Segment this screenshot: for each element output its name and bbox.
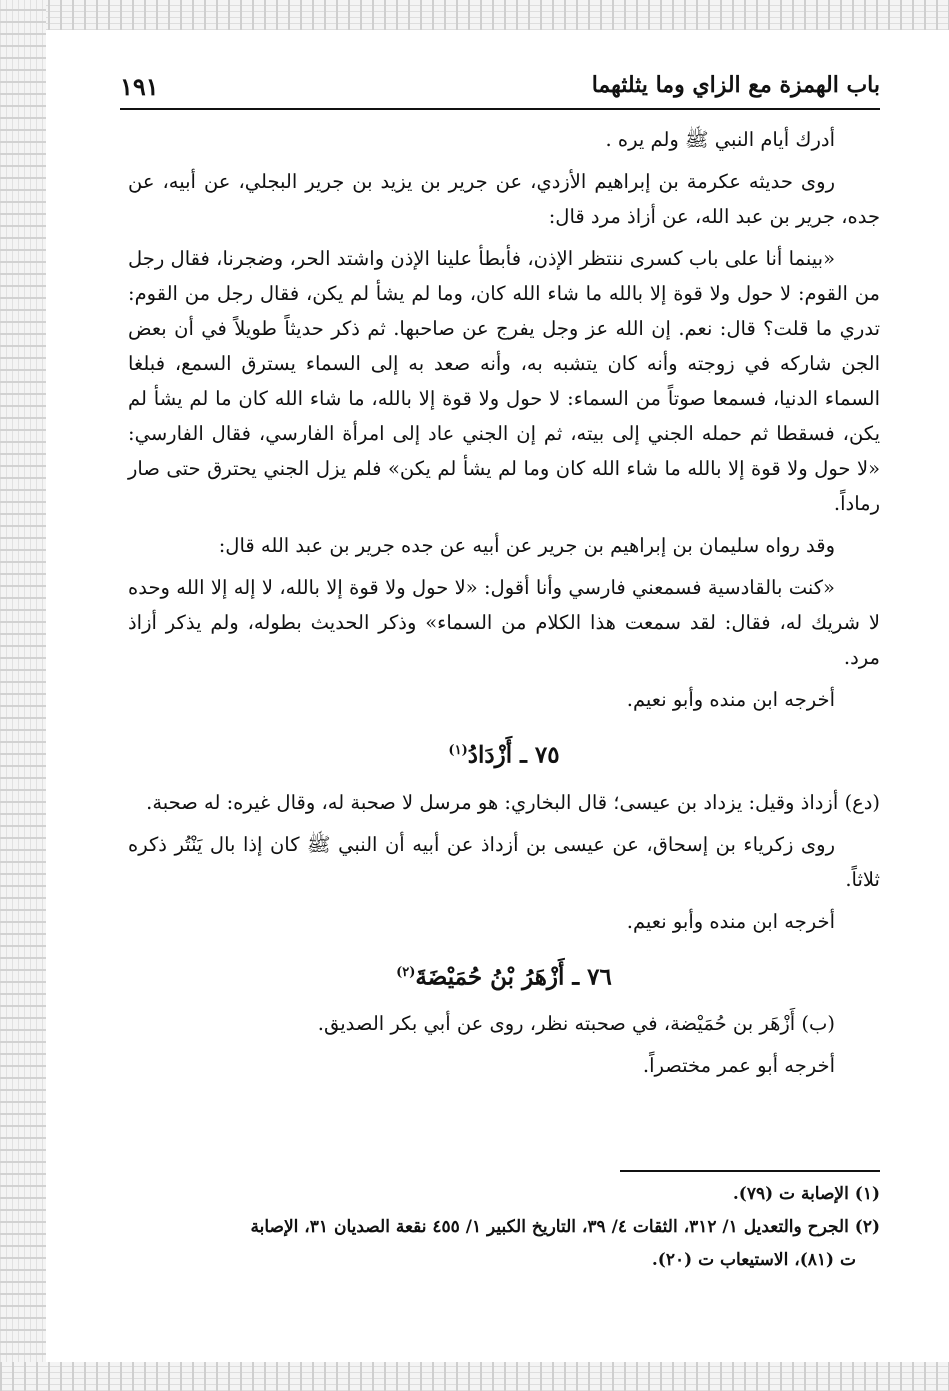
paragraph: روى زكرياء بن إسحاق، عن عيسى بن أزداذ عن أبيه أن النبي ﷺ كان إذا بال يَنْتُر ذكره ثلاثاً. (128, 832, 880, 891)
page-number: ١٩١ (120, 72, 159, 101)
footnote-2: (٢) الجرح والتعديل ١/ ٣١٢، الثقات ٤/ ٣٩، التاريخ الكبير ١/ ٤٥٥ نقعة الصديان ٣١، الإصابة (250, 1217, 880, 1237)
decorative-border-top (0, 0, 949, 30)
running-title: باب الهمزة مع الزاي وما يثلثهما (591, 72, 880, 98)
entry-heading-text: ٧٥ ـ أَزْدَادُ (467, 741, 560, 769)
paragraph: وقد رواه سليمان بن إبراهيم بن جرير عن أبيه عن جده جرير بن عبد الله قال: (218, 534, 835, 557)
paragraph: أخرجه ابن منده وأبو نعيم. (626, 688, 835, 711)
paragraph: أخرجه ابن منده وأبو نعيم. (626, 909, 835, 933)
paragraph: (ب) أَزْهَر بن حُمَيْضة، في صحبته نظر، روى عن أبي بكر الصديق. (317, 1012, 835, 1036)
entry-heading-text: ٧٦ ـ أَزْهَرُ بْنُ حُمَيْضَةَ (415, 963, 612, 991)
footnote-marker: (١) (448, 743, 468, 758)
page-header (120, 70, 880, 110)
paragraph: أدرك أيام النبي ﷺ ولم يره . (605, 128, 835, 151)
footnotes (128, 1180, 880, 1279)
footnote-marker: (٢) (396, 964, 416, 980)
paragraph: أخرجه أبو عمر مختصراً. (642, 1054, 835, 1078)
footnote-1: (١) الإصابة ت (٧٩). (732, 1184, 880, 1204)
header-rule (120, 108, 880, 110)
paragraph: روى حديثه عكرمة بن إبراهيم الأزدي، عن جرير بن يزيد بن جرير البجلي، عن أبيه، عن جده، جرير بن عبد الله، عن أزاذ مرد قال: (128, 170, 880, 228)
entry-heading-76 (128, 955, 880, 995)
footnote-rule (620, 1170, 880, 1172)
paragraph: (دع) أزداذ وقيل: يزداد بن عيسى؛ قال البخاري: هو مرسل لا صحبة له، وقال غيره: له صحبة. (146, 790, 880, 814)
paragraph: «بينما أنا على باب كسرى ننتظر الإذن، فأبطأ علينا الإذن واشتد الحر، وضجرنا، فقال رجل من القوم: لا حول ولا قوة إلا بالله ما شاء الله كان، وما لم يشأ لم يكن، فقال رجل من القوم: تدري ما قلت؟ قال: نعم. إن الله عز وجل يفرج عن صاحبها. ثم ذكر حديثاً طويلاً في أن بعض الجن شاركه في زوجته وأنه كان يتشبه به، وأنه صعد به إلى السماء يسترق السمع، فبلغا السماء الدنيا، فسمعا صوتاً من السماء: لا حول ولا قوة إلا بالله، ما شاء الله كان ما لم يشأ لم يكن، فسقطا ثم حمله الجني إلى بيته، ثم إن الجني عاد إلى امرأة الفارسي، فقال الفارسي: «لا حول ولا قوة إلا بالله ما شاء الله كان وما لم يشأ لم يكن» فلم يزل الجني يحترق حتى صار رماداً. (128, 247, 880, 515)
entry-heading-75 (128, 733, 880, 773)
decorative-border-left (0, 0, 46, 1391)
main-text (128, 122, 880, 1090)
decorative-border-bottom (0, 1362, 949, 1391)
footnote-2-continued: ت (٨١)، الاستيعاب ت (٢٠). (651, 1250, 856, 1270)
paragraph: «كنت بالقادسية فسمعني فارسي وأنا أقول: «لا حول ولا قوة إلا بالله، لا إله إلا الله وحده لا شريك له، فقال: لقد سمعت هذا الكلام من السماء» وذكر الحديث بطوله، ولم يذكر أزاذ مرد. (128, 576, 880, 669)
